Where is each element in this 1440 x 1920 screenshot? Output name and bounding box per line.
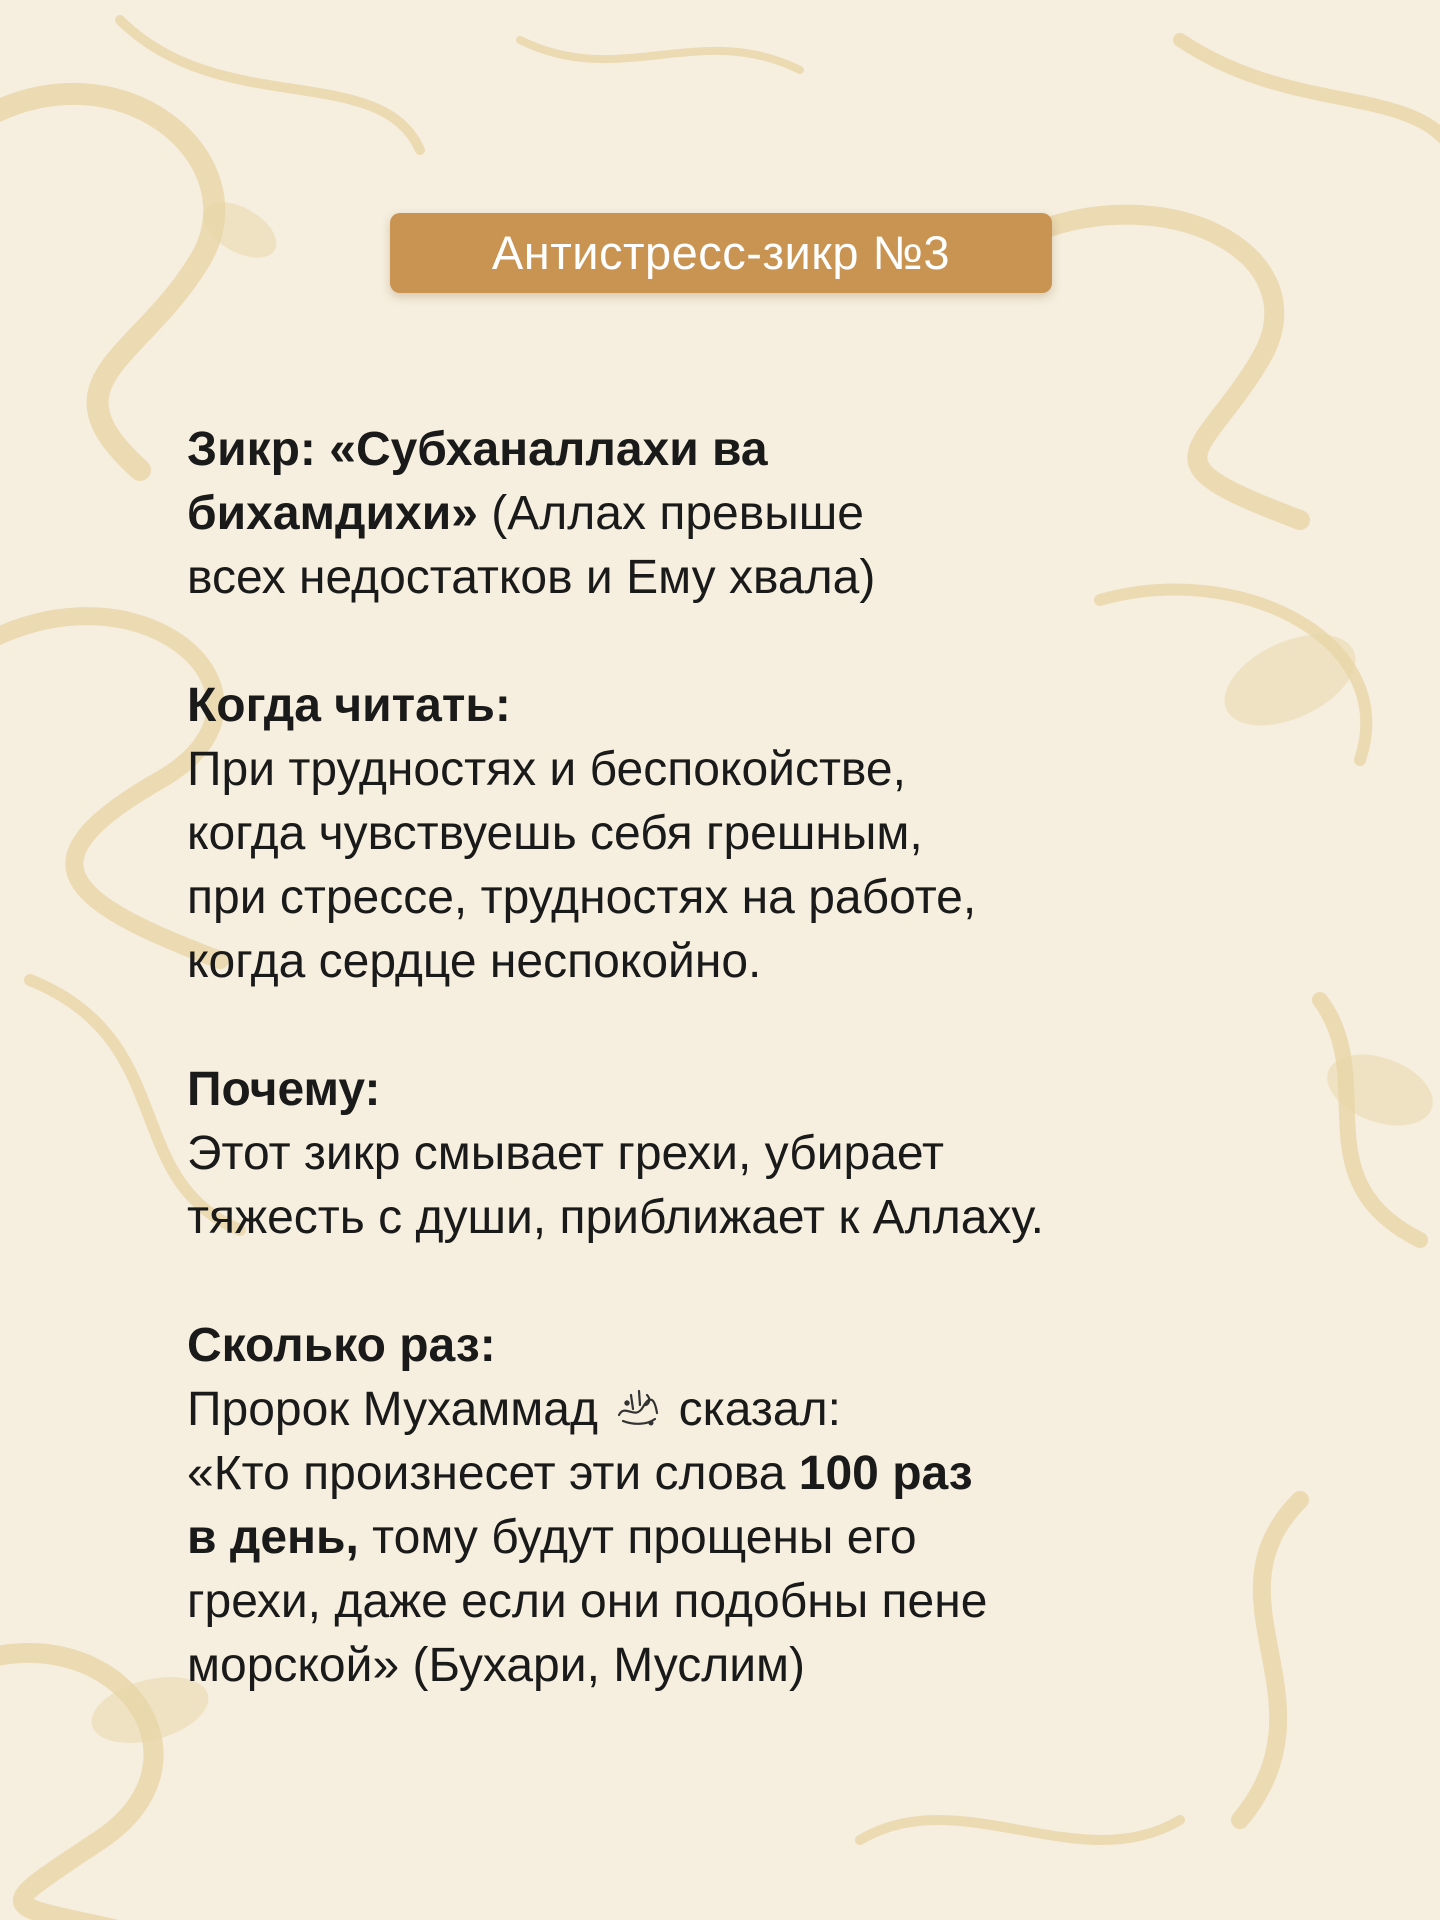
said-text: сказал:: [665, 1383, 841, 1436]
when-line: когда сердце неспокойно.: [187, 935, 762, 988]
when-line: При трудностях и беспокойстве,: [187, 743, 906, 796]
prophet-name: Пророк Мухаммад: [187, 1383, 612, 1436]
count-heading: Сколько раз:: [187, 1319, 496, 1372]
title-badge-text: Антистресс-зикр №3: [491, 226, 951, 279]
title-badge: [390, 213, 1052, 293]
count-line-5: морской» (Бухари, Муслим): [187, 1639, 806, 1692]
count-line-4: грехи, даже если они подобны пене: [187, 1575, 988, 1628]
when-section: [187, 674, 1347, 994]
article-body: [187, 418, 1347, 1698]
why-heading: Почему:: [187, 1063, 381, 1116]
when-line: при стрессе, трудностях на работе,: [187, 871, 977, 924]
when-line: когда чувствуешь себя грешным,: [187, 807, 923, 860]
zikr-line-2: [187, 482, 1347, 546]
quote-continue: тому будут прощены его: [358, 1511, 917, 1564]
why-line: тяжесть с души, приближает к Аллаху.: [187, 1191, 1044, 1244]
why-section: [187, 1058, 1347, 1250]
zikr-heading-line-1: Зикр: «Субханаллахи ва: [187, 423, 768, 476]
count-line-1: [187, 1378, 1347, 1442]
count-line-3: [187, 1506, 1347, 1570]
hundred-times: 100 раз: [798, 1447, 973, 1500]
zikr-section: [187, 418, 1347, 610]
count-section: [187, 1314, 1347, 1698]
zikr-translation-end: всех недостатков и Ему хвала): [187, 551, 876, 604]
zikr-translation-start: (Аллах превыше: [477, 487, 864, 540]
zikr-heading-line-2: бихамдихи»: [187, 487, 478, 540]
quote-start: «Кто произнесет эти слова: [187, 1447, 799, 1500]
salawat-calligraphy-icon: [613, 1381, 663, 1431]
why-line: Этот зикр смывает грехи, убирает: [187, 1127, 944, 1180]
count-line-2: [187, 1442, 1347, 1506]
when-heading: Когда читать:: [187, 679, 511, 732]
per-day: в день,: [187, 1511, 359, 1564]
